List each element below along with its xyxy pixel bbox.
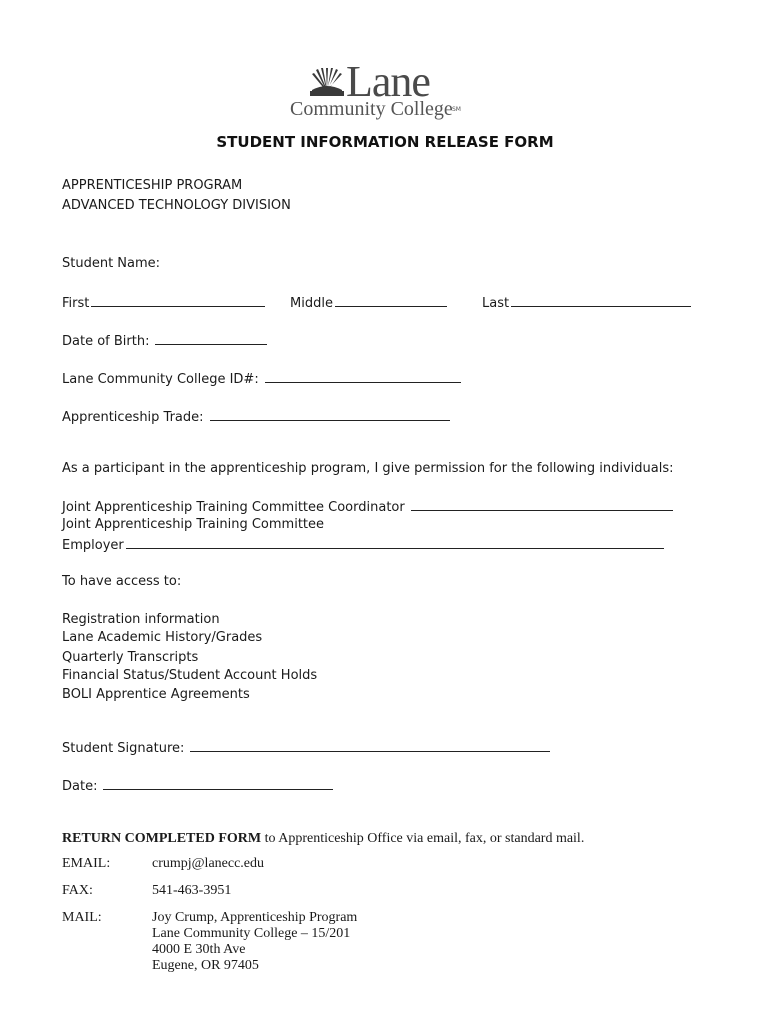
employer-label: Employer (62, 538, 124, 553)
program-heading: APPRENTICESHIP PROGRAM (62, 178, 243, 193)
dob-line[interactable] (155, 332, 267, 345)
division-heading: ADVANCED TECHNOLOGY DIVISION (62, 198, 291, 213)
fax-label: FAX: (62, 883, 93, 898)
logo-subtitle: Community College (290, 98, 453, 120)
mail-address-line: Joy Crump, Apprenticeship Program (152, 910, 358, 925)
signature-field[interactable] (62, 739, 550, 756)
student-name-label: Student Name: (62, 256, 161, 271)
date-label: Date: (62, 779, 98, 794)
mail-label: MAIL: (62, 910, 102, 925)
employer-field[interactable] (62, 536, 664, 553)
trade-line[interactable] (210, 408, 450, 421)
lane-logo (288, 57, 488, 122)
first-name-label: First (62, 296, 90, 311)
signature-label: Student Signature: (62, 741, 185, 756)
student-id-field[interactable] (62, 370, 461, 387)
logo-wordmark: Lane (346, 57, 430, 106)
trade-label: Apprenticeship Trade: (62, 410, 204, 425)
mail-address-line: Eugene, OR 97405 (152, 958, 259, 973)
employer-line[interactable] (126, 536, 664, 549)
first-name-field[interactable] (62, 294, 265, 311)
date-field[interactable] (62, 777, 333, 794)
sunrise-book-icon (308, 68, 346, 98)
email-value[interactable]: crumpj@lanecc.edu (152, 856, 265, 871)
access-item: Financial Status/Student Account Holds (62, 668, 318, 683)
coordinator-label: Joint Apprenticeship Training Committee Coordinator (62, 500, 405, 515)
last-name-line[interactable] (511, 294, 691, 307)
first-name-line[interactable] (91, 294, 265, 307)
student-id-line[interactable] (265, 370, 461, 383)
last-name-label: Last (482, 296, 510, 311)
access-label: To have access to: (62, 574, 182, 589)
permission-statement: As a participant in the apprenticeship program, I give permission for the following individuals: (62, 461, 674, 476)
fax-value: 541-463-3951 (152, 883, 232, 898)
committee-label: Joint Apprenticeship Training Committee (62, 517, 325, 532)
return-instructions-rest: to Apprenticeship Office via email, fax, or standard mail. (261, 831, 585, 846)
access-item: Lane Academic History/Grades (62, 630, 263, 645)
form-title: STUDENT INFORMATION RELEASE FORM (216, 133, 554, 151)
middle-name-field[interactable] (290, 294, 447, 311)
mail-address-line: 4000 E 30th Ave (152, 942, 246, 957)
access-item: Registration information (62, 612, 220, 627)
coordinator-line[interactable] (411, 498, 673, 511)
signature-line[interactable] (190, 739, 550, 752)
return-instructions (62, 831, 584, 847)
return-instructions-bold: RETURN COMPLETED FORM (62, 831, 262, 846)
coordinator-field[interactable] (62, 498, 673, 515)
dob-field[interactable] (62, 332, 267, 349)
mail-address-line: Lane Community College – 15/201 (152, 926, 351, 941)
access-item: BOLI Apprentice Agreements (62, 687, 250, 702)
trade-field[interactable] (62, 408, 450, 425)
middle-name-label: Middle (290, 296, 333, 311)
middle-name-line[interactable] (335, 294, 447, 307)
date-line[interactable] (103, 777, 333, 790)
email-label: EMAIL: (62, 856, 111, 871)
logo-service-mark: SM (452, 106, 461, 113)
dob-label: Date of Birth: (62, 334, 150, 349)
last-name-field[interactable] (482, 294, 691, 311)
access-item: Quarterly Transcripts (62, 650, 199, 665)
student-id-label: Lane Community College ID#: (62, 372, 259, 387)
